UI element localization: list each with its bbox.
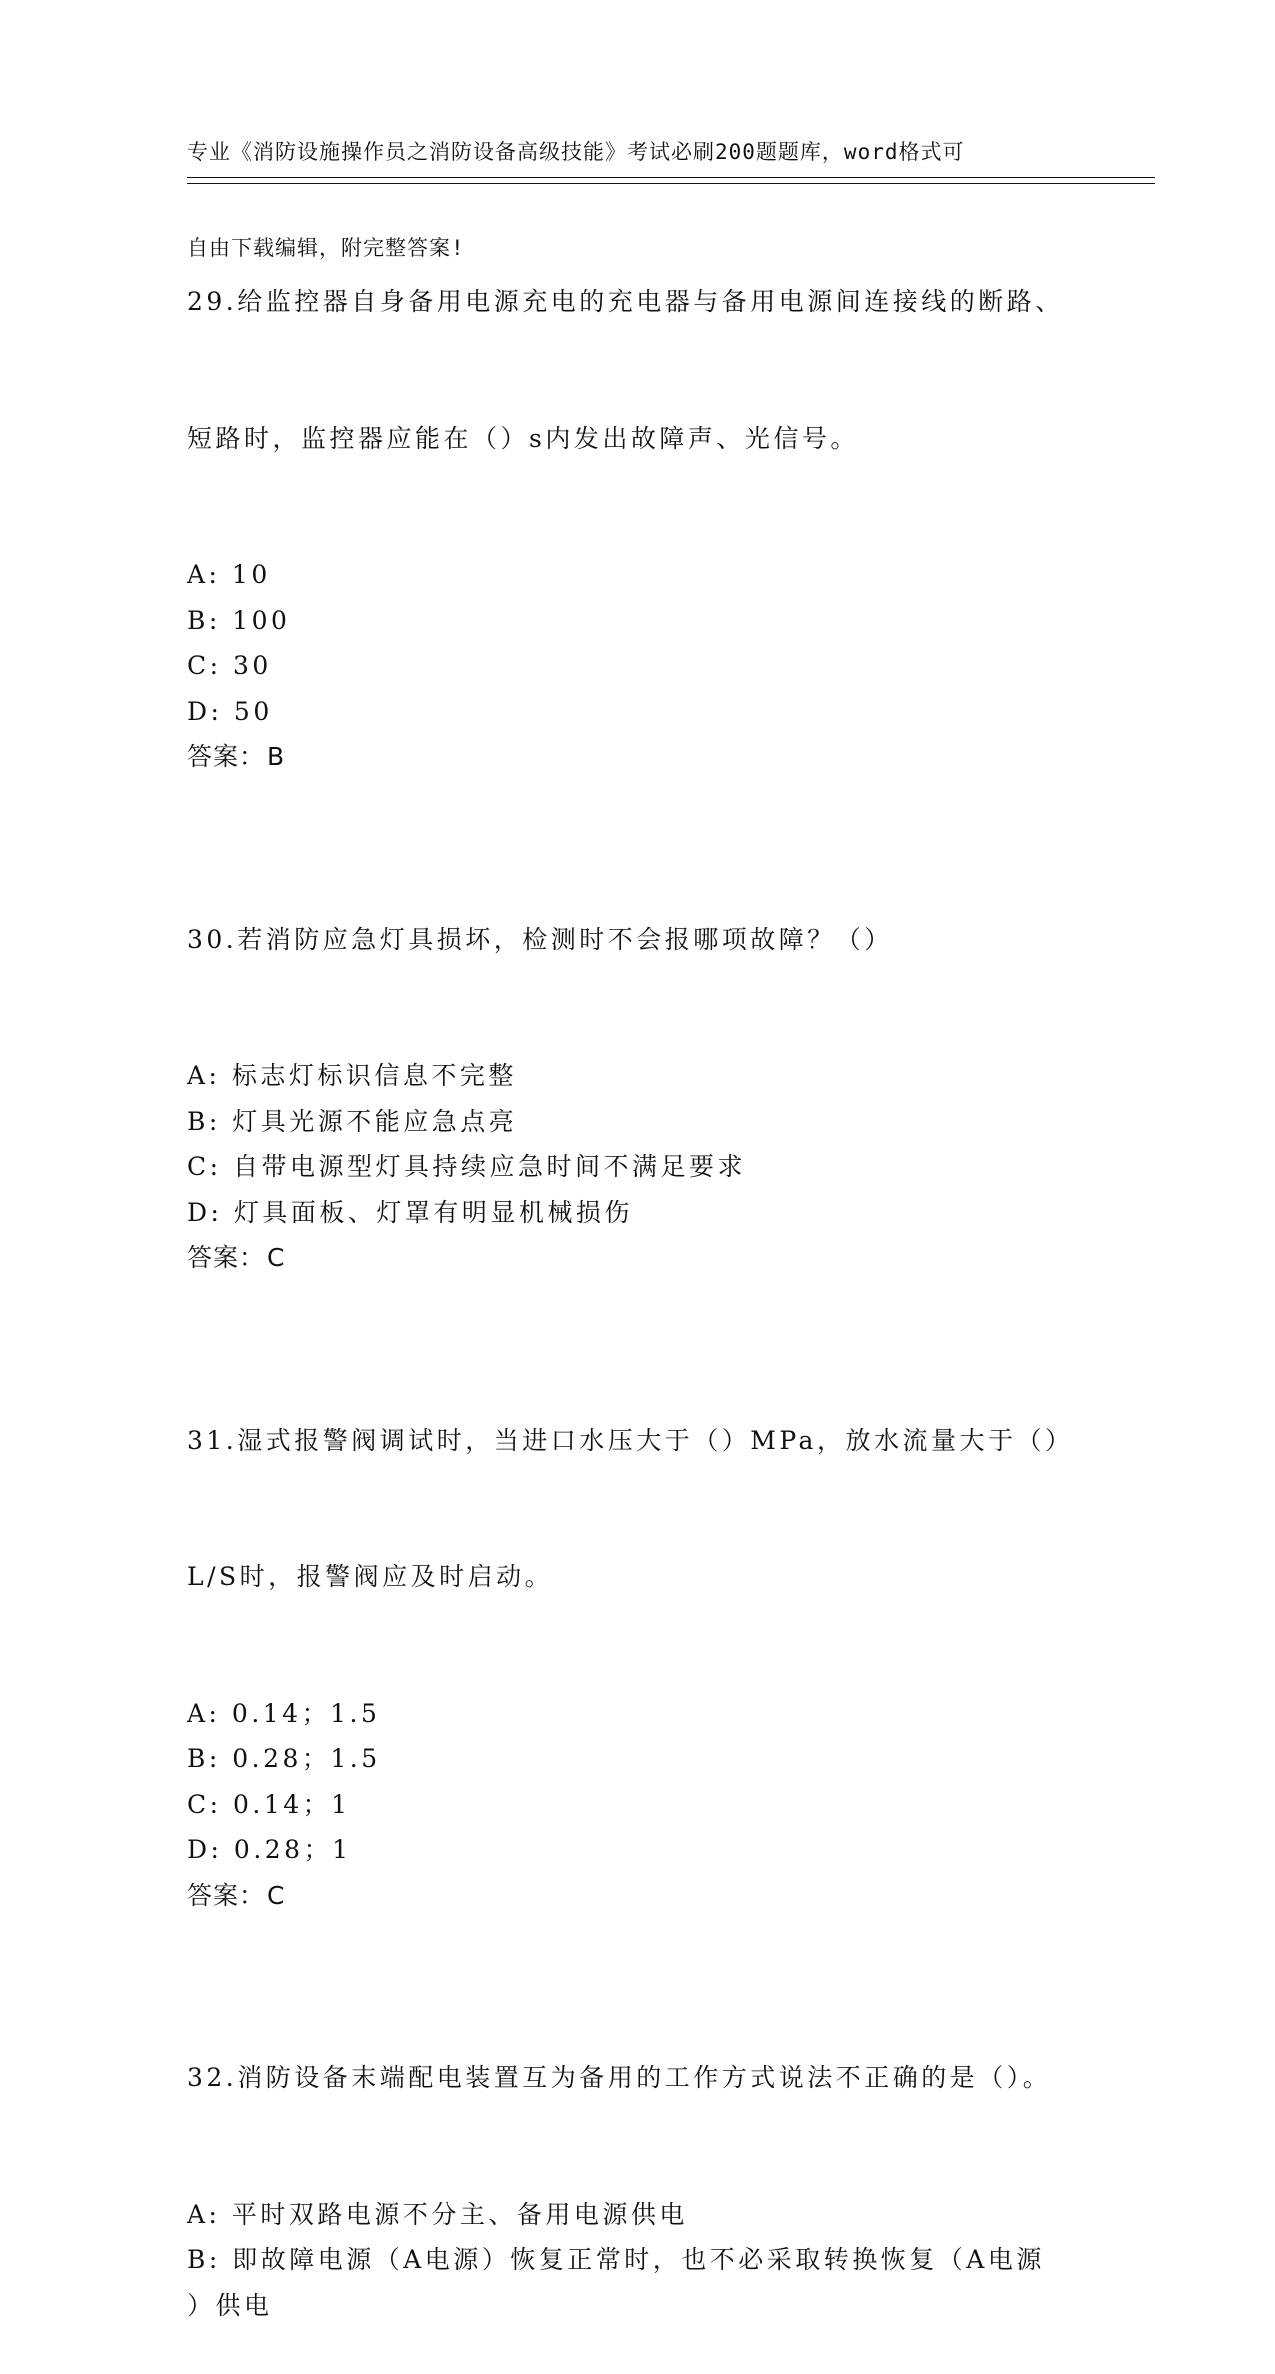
option-a: A: 平时双路电源不分主、备用电源供电 [187, 2199, 688, 2229]
header-divider-bottom [187, 183, 1155, 184]
answer-value: C [267, 1880, 286, 1910]
option-b: B: 100 [187, 605, 291, 635]
option-b-continued: ）供电 [187, 2290, 273, 2320]
option-c: C: 0.14；1 [187, 1789, 351, 1819]
option-b: B: 0.28；1.5 [187, 1744, 381, 1773]
option-d: D: 灯具面板、灯罩有明显机械损伤 [187, 1197, 633, 1227]
stem-line: L/S时，报警阀应及时启动。 [187, 1562, 554, 1591]
stem-line: 31.湿式报警阀调试时，当进口水压大于（）MPa，放水流量大于（） [187, 1425, 1074, 1455]
option-c: C: 30 [187, 651, 272, 680]
header-line-2: 自由下载编辑，附完整答案! [187, 236, 465, 260]
option-a: A: 10 [187, 560, 271, 589]
answer-value: B [267, 742, 286, 771]
answer-label: 答案： [187, 742, 266, 771]
header-line-1: 专业《消防设施操作员之消防设备高级技能》考试必刷200题题库，word格式可 [187, 140, 965, 164]
question-list [187, 188, 1074, 2374]
question-29 [187, 188, 1067, 780]
option-d: D: 0.28；1 [187, 1835, 352, 1864]
answer-line [187, 734, 1067, 780]
option-c: C: 自带电源型灯具持续应急时间不满足要求 [187, 1152, 746, 1181]
question-stem [187, 1964, 1067, 2192]
question-stem [187, 188, 1067, 552]
answer-value: C [267, 1243, 286, 1272]
answer-label: 答案： [187, 1880, 266, 1910]
option-a: A: 标志灯标识信息不完整 [187, 1061, 517, 1090]
stem-line: 32.消防设备末端配电装置互为备用的工作方式说法不正确的是（）。 [187, 2063, 1052, 2092]
option-b: B: 即故障电源（A电源）恢复正常时，也不必采取转换恢复（A电源 [187, 2245, 1045, 2274]
option-d: D: 50 [187, 696, 273, 726]
answer-line [187, 1873, 1067, 1919]
question-stem [187, 826, 1067, 1054]
answer-line [187, 1235, 1067, 1281]
question-30 [187, 826, 1067, 1281]
header-divider-top [187, 177, 1155, 178]
stem-line: 30.若消防应急灯具损坏，检测时不会报哪项故障？（） [187, 924, 893, 954]
stem-line: 短路时，监控器应能在（）s内发出故障声、光信号。 [187, 423, 859, 453]
option-a: A: 0.14；1.5 [187, 1698, 381, 1728]
question-stem [187, 1327, 1074, 1691]
answer-label: 答案： [187, 1243, 266, 1272]
option-b: B: 灯具光源不能应急点亮 [187, 1106, 518, 1136]
question-32 [187, 1964, 1067, 2328]
question-31 [187, 1327, 1074, 1919]
stem-line: 29.给监控器自身备用电源充电的充电器与备用电源间连接线的断路、 [187, 287, 1064, 316]
